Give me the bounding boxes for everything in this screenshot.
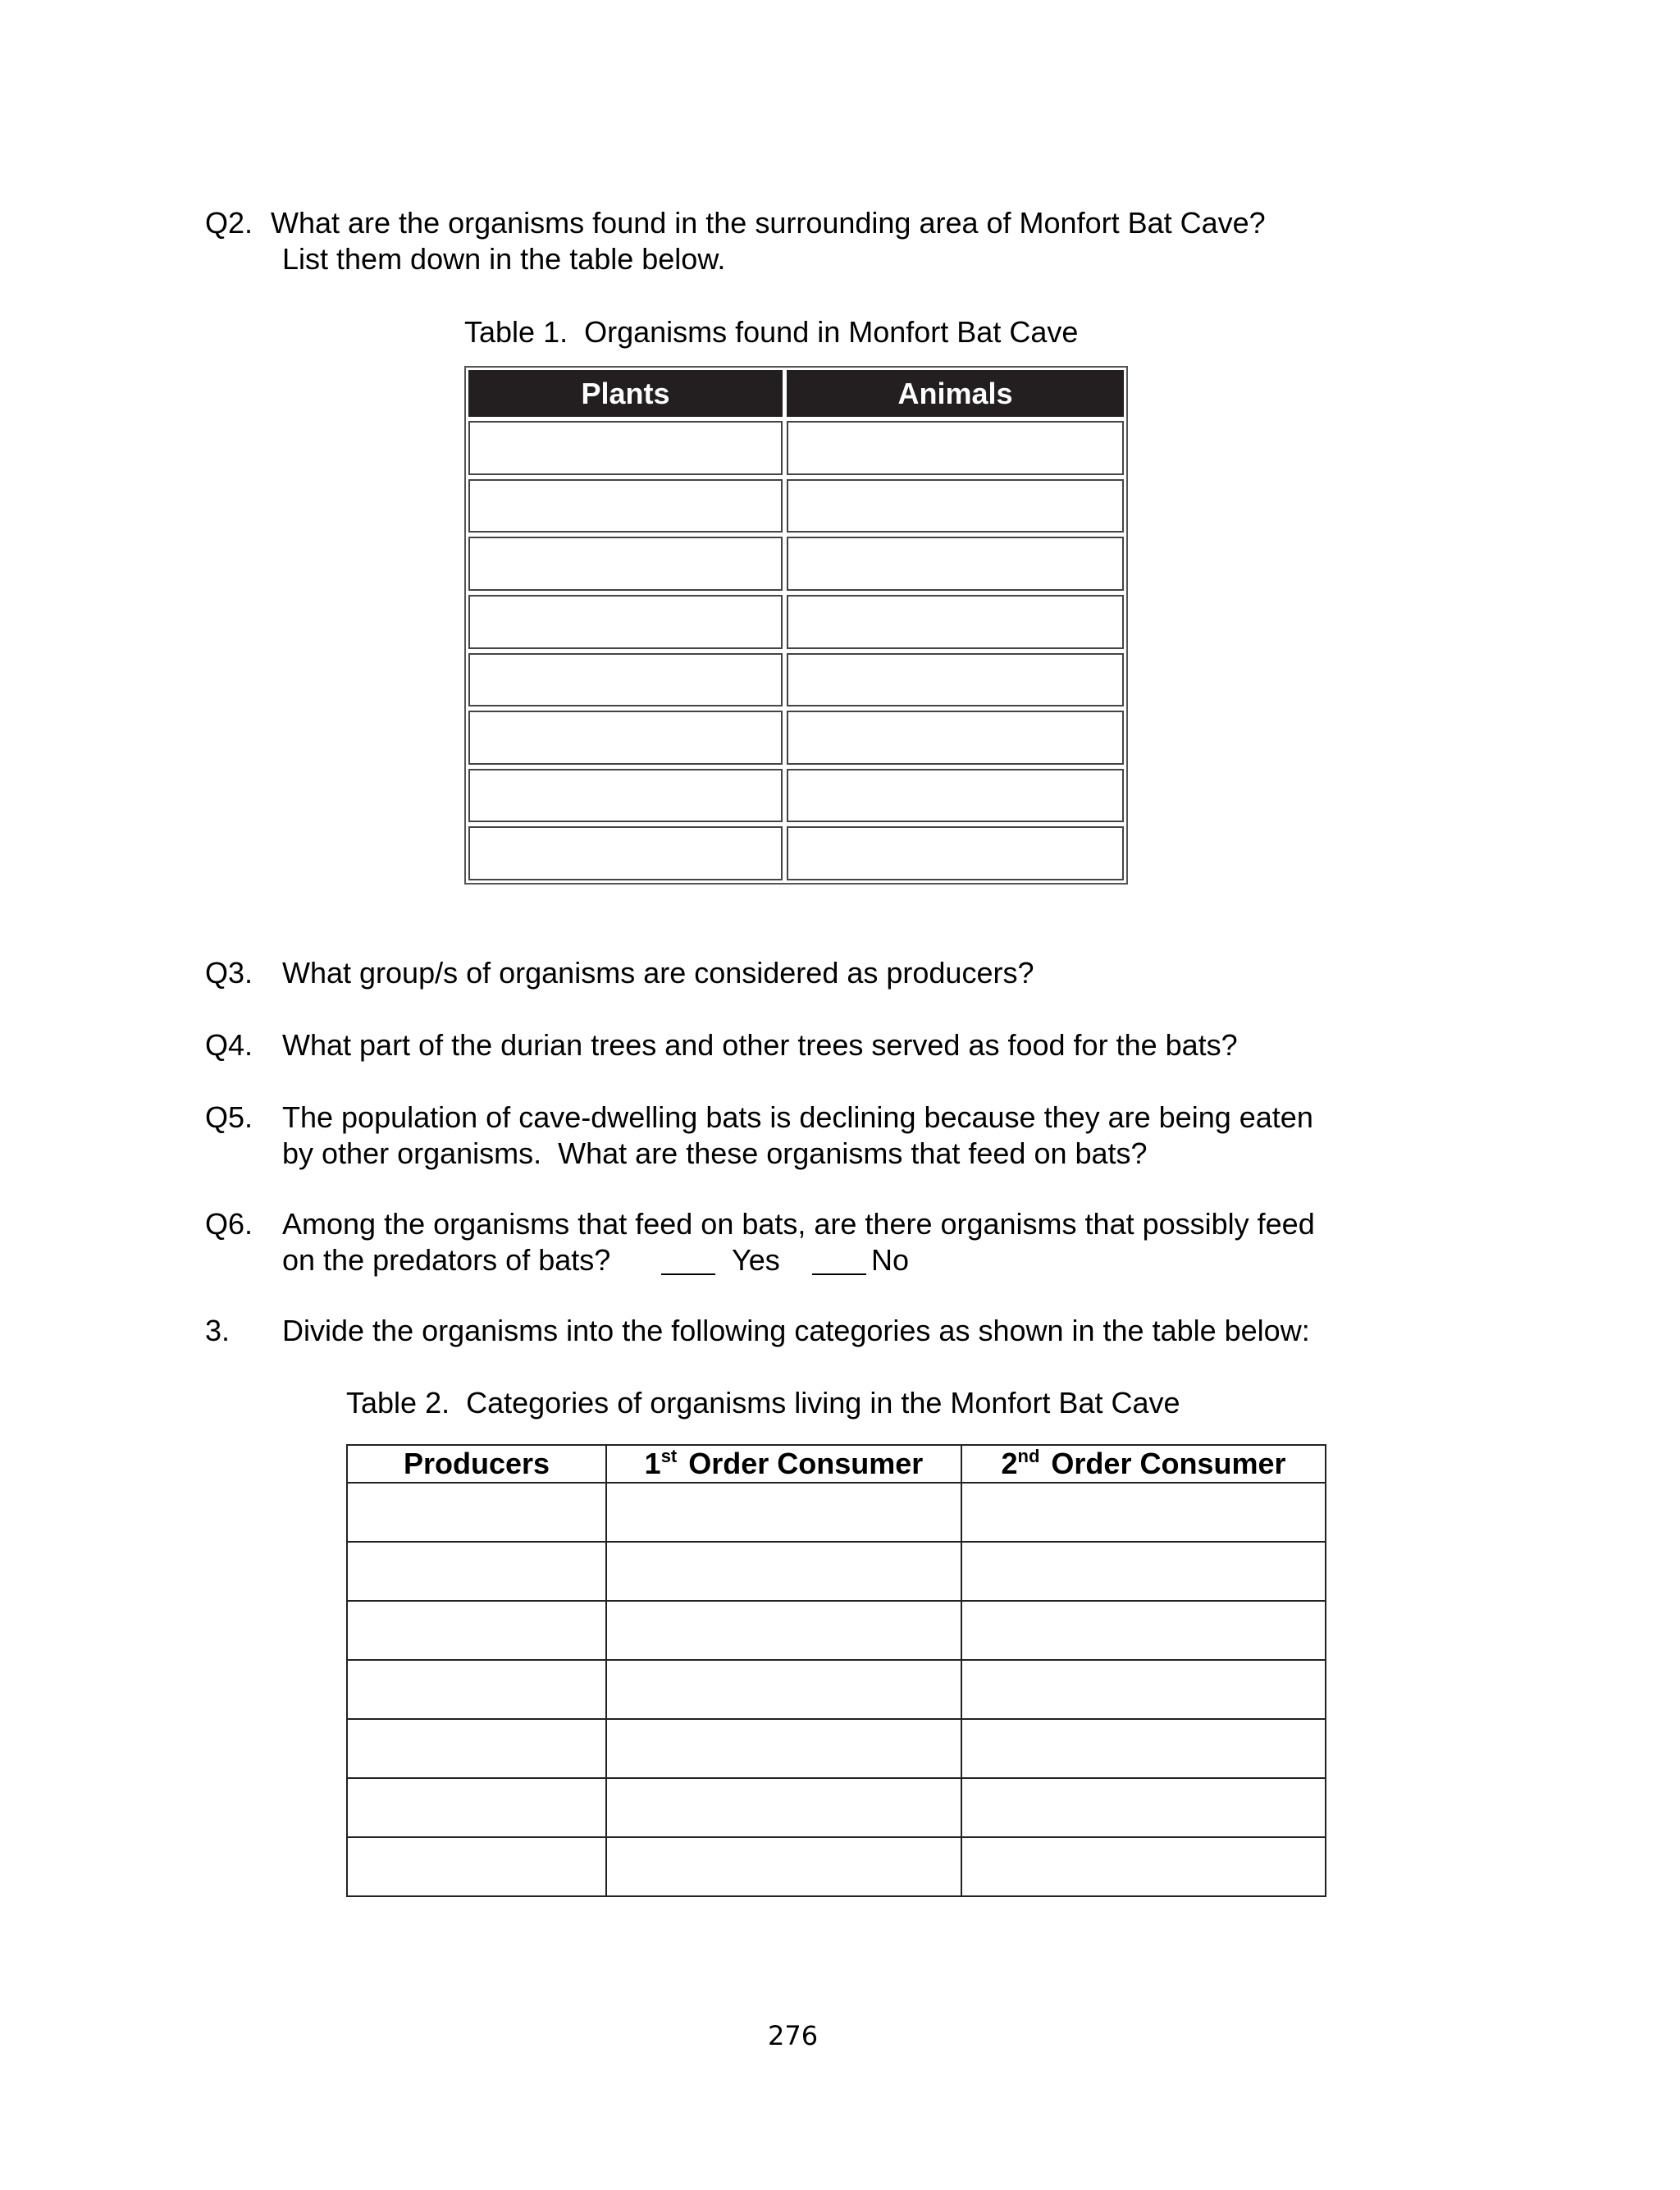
table1-cell-animals[interactable] <box>787 595 1124 649</box>
table2-row <box>347 1542 1326 1601</box>
table2-cell-first-order-consumer[interactable] <box>606 1778 961 1837</box>
table2-cell-producers[interactable] <box>347 1719 606 1778</box>
table2-header-second-order-consumer: 2nd Order Consumer <box>961 1445 1326 1483</box>
table2-header-first-order-consumer: 1st Order Consumer <box>606 1445 961 1483</box>
table2-cell-producers[interactable] <box>347 1660 606 1719</box>
step3-number: 3. <box>205 1314 231 1347</box>
table2-cell-producers[interactable] <box>347 1601 606 1660</box>
table1-cell-plants[interactable] <box>468 711 783 765</box>
no-option-label: No <box>871 1243 910 1277</box>
table2-cell-second-order-consumer[interactable] <box>961 1601 1326 1660</box>
table1-caption: Table 1. Organisms found in Monfort Bat Cave <box>464 315 1079 349</box>
table1-cell-animals[interactable] <box>787 769 1124 823</box>
step3-instruction: Divide the organisms into the following categories as shown in the table below: <box>282 1314 1310 1347</box>
yes-option-label: Yes <box>732 1243 780 1277</box>
q3-question: What group/s of organisms are considered as producers? <box>282 956 1034 990</box>
q3-number: Q3. <box>205 956 253 990</box>
table2-cell-second-order-consumer[interactable] <box>961 1778 1326 1837</box>
table2-cell-producers[interactable] <box>347 1542 606 1601</box>
table2-cell-producers[interactable] <box>347 1837 606 1896</box>
q5-question-line2: by other organisms. What are these organisms that feed on bats? <box>282 1136 1148 1170</box>
table2-cell-first-order-consumer[interactable] <box>606 1719 961 1778</box>
table2-cell-producers[interactable] <box>347 1778 606 1837</box>
q4-question: What part of the durian trees and other trees served as food for the bats? <box>282 1028 1238 1062</box>
table2-cell-producers[interactable] <box>347 1483 606 1542</box>
table1-cell-animals[interactable] <box>787 653 1124 707</box>
table1-header-plants: Plants <box>468 370 783 417</box>
page-number: 276 <box>768 2020 819 2051</box>
table1-cell-plants[interactable] <box>468 653 783 707</box>
table1-cell-plants[interactable] <box>468 421 783 475</box>
table2-row <box>347 1837 1326 1896</box>
q5-number: Q5. <box>205 1100 253 1134</box>
table1-cell-plants[interactable] <box>468 769 783 823</box>
table2-cell-first-order-consumer[interactable] <box>606 1837 961 1896</box>
table1-organisms <box>464 366 1128 885</box>
table2-cell-second-order-consumer[interactable] <box>961 1542 1326 1601</box>
q6-question-line1: Among the organisms that feed on bats, are there organisms that possibly feed <box>282 1207 1315 1241</box>
table2-row <box>347 1660 1326 1719</box>
q2-question-line1: What are the organisms found in the surrounding area of Monfort Bat Cave? <box>271 206 1266 240</box>
q6-number: Q6. <box>205 1207 253 1241</box>
table1-cell-animals[interactable] <box>787 537 1124 591</box>
table2-cell-second-order-consumer[interactable] <box>961 1483 1326 1542</box>
table2-cell-second-order-consumer[interactable] <box>961 1719 1326 1778</box>
table2-cell-second-order-consumer[interactable] <box>961 1660 1326 1719</box>
yes-answer-blank[interactable] <box>661 1273 715 1275</box>
table1-cell-animals[interactable] <box>787 479 1124 533</box>
table2-row <box>347 1601 1326 1660</box>
q2-number: Q2. <box>205 206 253 240</box>
table2-header-producers: Producers <box>347 1445 606 1483</box>
q2-question-line2: List them down in the table below. <box>282 242 726 276</box>
table2-cell-first-order-consumer[interactable] <box>606 1601 961 1660</box>
table1-cell-plants[interactable] <box>468 537 783 591</box>
q6-question-line2: on the predators of bats? <box>282 1243 611 1277</box>
table2-cell-first-order-consumer[interactable] <box>606 1660 961 1719</box>
table1-cell-animals[interactable] <box>787 826 1124 880</box>
table1-cell-plants[interactable] <box>468 479 783 533</box>
q4-number: Q4. <box>205 1028 253 1062</box>
table1-cell-animals[interactable] <box>787 421 1124 475</box>
table2-row <box>347 1483 1326 1542</box>
table1-cell-plants[interactable] <box>468 826 783 880</box>
table1-cell-plants[interactable] <box>468 595 783 649</box>
table1-header-animals: Animals <box>787 370 1124 417</box>
q5-question-line1: The population of cave-dwelling bats is declining because they are being eaten <box>282 1100 1313 1134</box>
table2-categories <box>346 1444 1326 1897</box>
no-answer-blank[interactable] <box>812 1273 866 1275</box>
table2-row <box>347 1778 1326 1837</box>
table2-row <box>347 1719 1326 1778</box>
table1-cell-animals[interactable] <box>787 711 1124 765</box>
table2-cell-second-order-consumer[interactable] <box>961 1837 1326 1896</box>
table2-cell-first-order-consumer[interactable] <box>606 1542 961 1601</box>
table2-caption: Table 2. Categories of organisms living in the Monfort Bat Cave <box>346 1386 1180 1420</box>
table2-cell-first-order-consumer[interactable] <box>606 1483 961 1542</box>
